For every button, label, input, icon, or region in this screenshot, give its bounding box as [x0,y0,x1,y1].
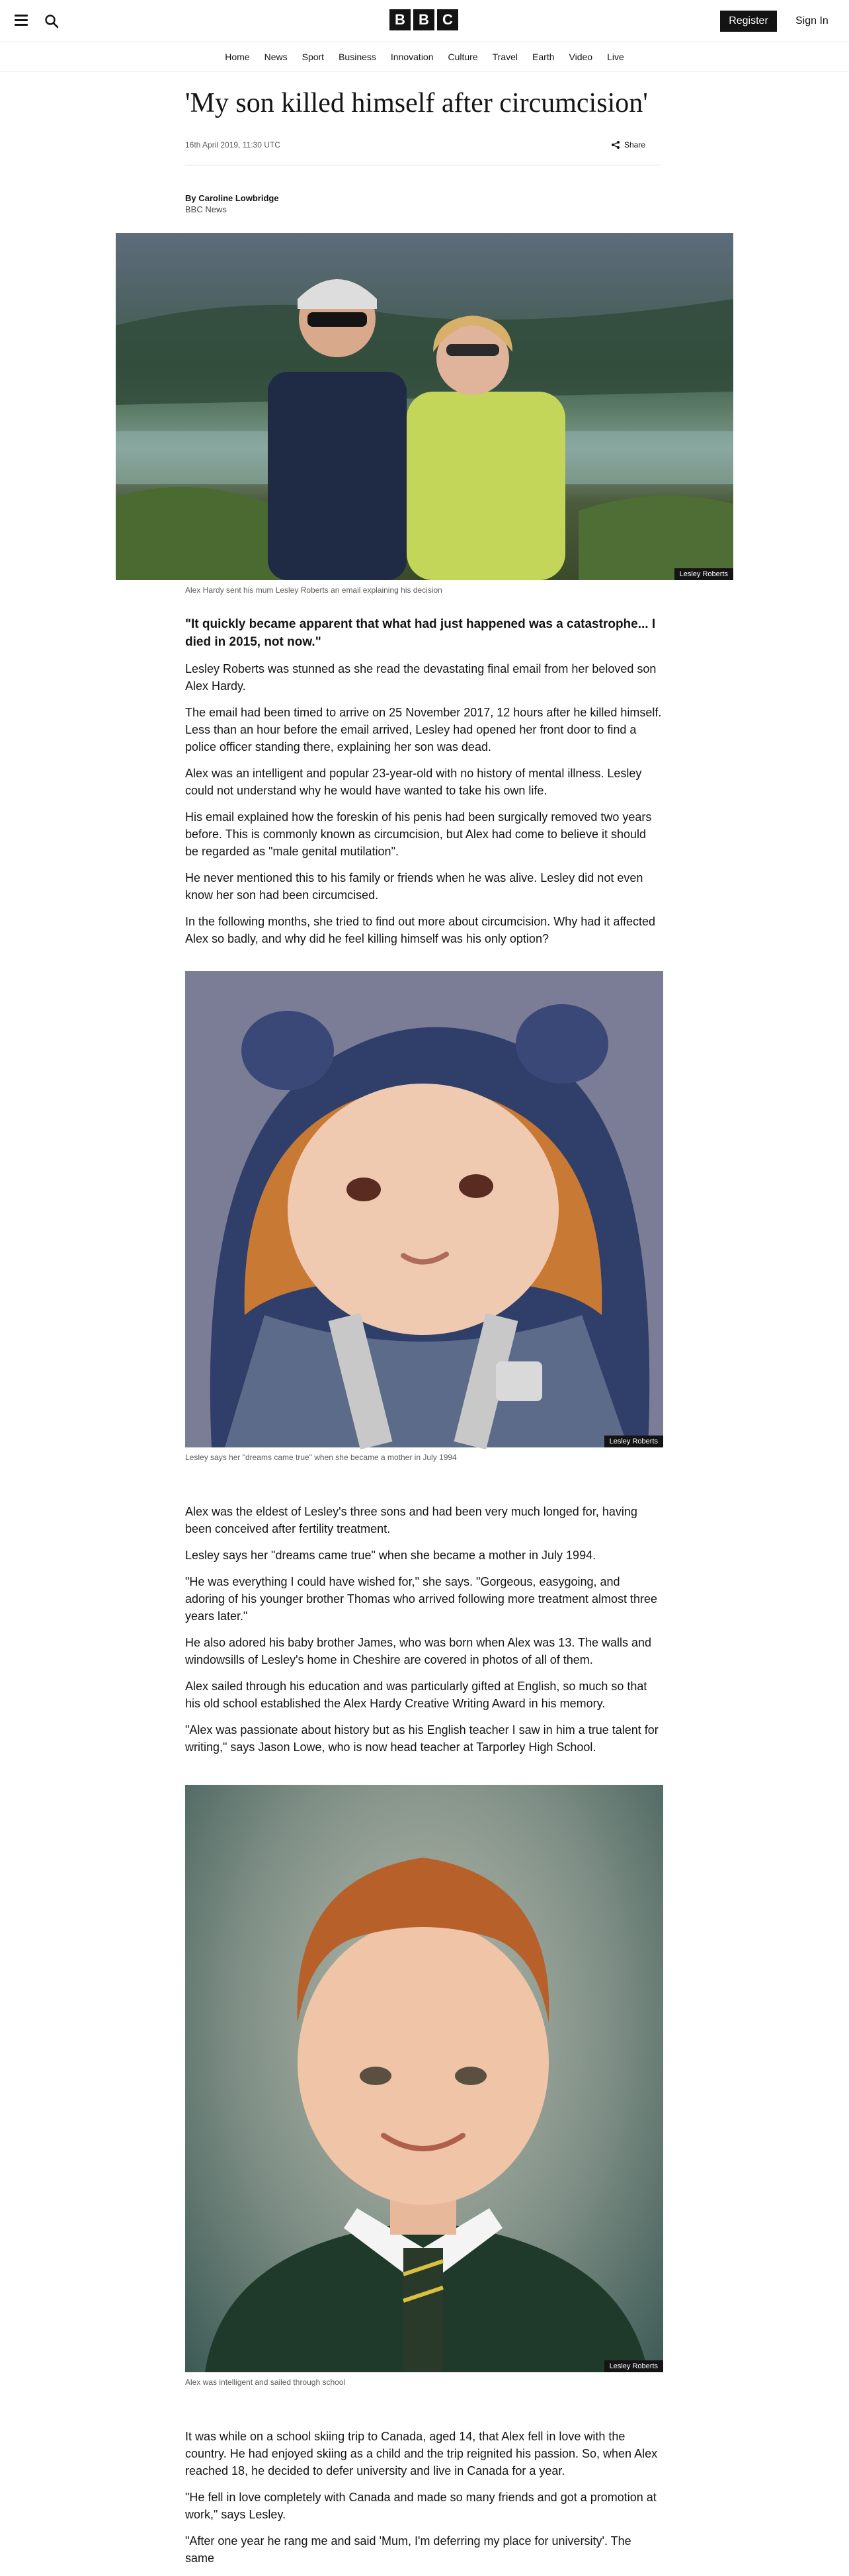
paragraph: Alex was an intelligent and popular 23-year-old with no history of mental illness. Lesley could not understand why he would have wanted to take his own life. [185,767,642,797]
paragraph: Lesley Roberts was stunned as she read the devastating final email from her beloved son Alex Hardy. [185,662,657,693]
nav-item-video[interactable]: Video [569,51,593,62]
nav-item-live[interactable]: Live [607,51,624,62]
nav-item-sport[interactable]: Sport [302,51,325,62]
logo-letter: B [389,9,411,30]
register-button[interactable]: Register [720,11,777,32]
paragraph: The email had been timed to arrive on 25 November 2017, 12 hours after he killed himself. Less than an hour before the email arrived, Lesley had opened her front door to find a police officer standing there, explaining her son was dead. [185,706,662,753]
search-icon[interactable] [44,13,60,29]
paragraph: In the following months, she tried to find out more about circumcision. Why had it affected Alex so badly, and why did he feel killing himself was his only option? [185,915,656,945]
paragraph: "Alex was passionate about history but as his English teacher I saw in him a true talent for writing," says Jason Lowe, who is now head teacher at Tarporley High School. [185,1723,659,1754]
nav-item-business[interactable]: Business [339,51,376,62]
paragraph: "He was everything I could have wished for," she says. "Gorgeous, easygoing, and adoring of his younger brother Thomas who arrived following more treatment almost three years later." [185,1575,658,1623]
menu-icon[interactable] [15,15,28,26]
paragraph: He never mentioned this to his family or friends when he was alive. Lesley did not even know her son had been circumcised. [185,871,643,902]
nav-item-home[interactable]: Home [225,51,250,62]
top-bar [0,0,849,42]
bbc-logo[interactable] [389,9,458,30]
nav-item-news[interactable]: News [264,51,288,62]
main-nav [0,42,849,71]
image-caption: Lesley says her "dreams came true" when she became a mother in July 1994 [185,1453,457,1462]
author-organization: BBC News [185,204,227,214]
image-credit: Lesley Roberts [674,568,733,580]
byline [185,193,279,214]
nav-item-earth[interactable]: Earth [532,51,555,62]
article-body-section-2 [185,1503,663,1765]
photo-mother-and-son [116,233,733,580]
paragraph: "After one year he rang me and said 'Mum, I'm deferring my place for university'. The same [185,2534,631,2565]
photo-school-portrait [185,1785,663,2372]
paragraph: "He fell in love completely with Canada and made so many friends and got a promotion at work," says Lesley. [185,2491,657,2521]
paragraph: It was while on a school skiing trip to Canada, aged 14, that Alex fell in love with the country. He had enjoyed skiing as a child and the trip reignited his passion. So, when Alex reached 18, he decided to defer university and live in Canada for a year. [185,2430,658,2477]
article-body-section-1 [185,615,663,957]
image-caption: Alex Hardy sent his mum Lesley Roberts an email explaining his decision [185,585,442,595]
paragraph: Alex was the eldest of Lesley's three sons and had been very much longed for, having been conceived after fertility treatment. [185,1505,637,1535]
image-credit: Lesley Roberts [604,1436,663,1447]
nav-item-innovation[interactable]: Innovation [390,51,434,62]
paragraph: He also adored his baby brother James, who was born when Alex was 13. The walls and windowsills of Lesley's home in Cheshire are covered in photos of all of them. [185,1636,652,1666]
paragraph: Alex sailed through his education and was particularly gifted at English, so much so that his old school established the Alex Hardy Creative Writing Award in his memory. [185,1680,647,1710]
logo-letter: C [437,9,458,30]
article-meta [185,135,660,165]
share-button[interactable] [611,140,645,150]
author-name: By Caroline Lowbridge [185,193,279,203]
logo-letter: B [413,9,434,30]
pull-quote: "It quickly became apparent that what had just happened was a catastrophe... I died in 2015, not now." [185,617,656,649]
timestamp: 16th April 2019, 11:30 UTC [185,140,280,150]
nav-item-travel[interactable]: Travel [492,51,518,62]
sign-in-link[interactable]: Sign In [795,15,829,26]
photo-baby [185,971,663,1447]
page-title: 'My son killed himself after circumcision' [185,88,648,118]
paragraph: His email explained how the foreskin of his penis had been surgically removed two years before. This is commonly known as circumcision, but Alex had come to believe it should be regarded as "male genital mutilation". [185,810,652,858]
image-caption: Alex was intelligent and sailed through school [185,2378,346,2387]
article-body-section-3 [185,2428,663,2576]
nav-item-culture[interactable]: Culture [448,51,478,62]
image-credit: Lesley Roberts [604,2360,663,2372]
share-label: Share [624,140,646,150]
share-icon [611,140,620,150]
paragraph: Lesley says her "dreams came true" when she became a mother in July 1994. [185,1549,596,1562]
